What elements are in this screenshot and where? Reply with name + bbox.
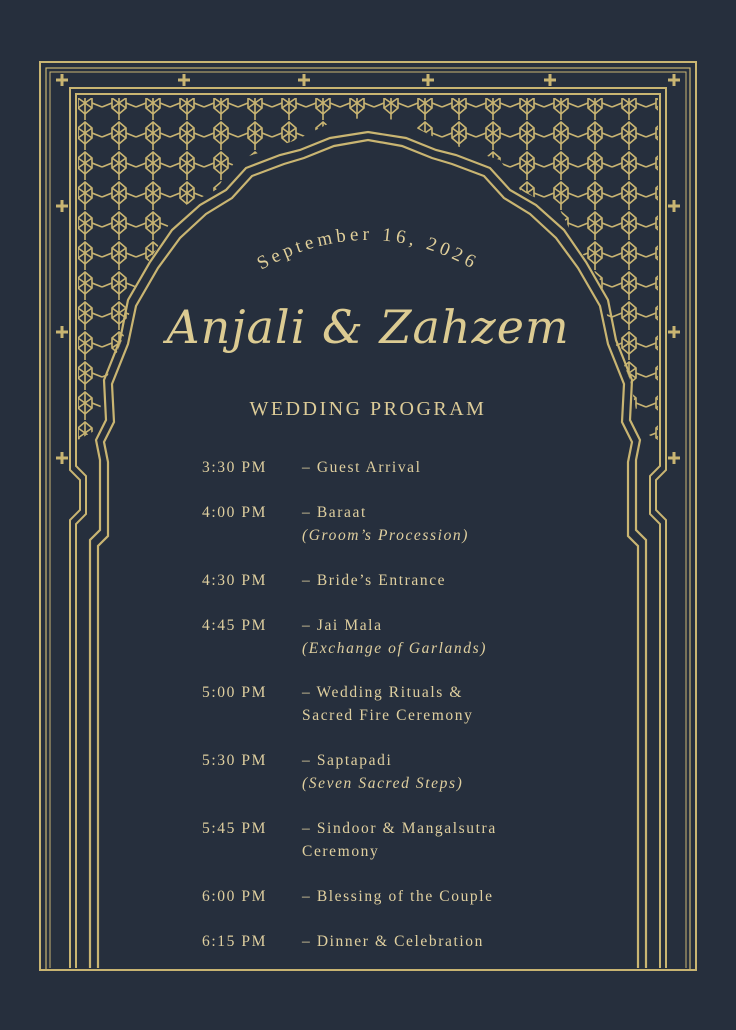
- schedule-entry: 4:45 PM – Jai Mala (Exchange of Garlands): [202, 617, 488, 657]
- schedule-entry: 5:30 PM – Saptapadi (Seven Sacred Steps): [202, 752, 464, 792]
- program-title: WEDDING PROGRAM: [249, 398, 487, 420]
- schedule-entry: 3:30 PM – Guest Arrival: [202, 459, 422, 476]
- schedule-entry: 5:45 PM – Sindoor & Mangalsutra Ceremony: [202, 820, 497, 860]
- lattice-pattern: [78, 98, 658, 448]
- schedule-entry: 4:00 PM – Baraat (Groom’s Procession): [202, 504, 470, 544]
- schedule-entry: 6:00 PM – Blessing of the Couple: [202, 888, 494, 905]
- schedule-entry: 6:15 PM – Dinner & Celebration: [202, 933, 484, 950]
- wedding-date: September 16, 2026: [253, 223, 483, 275]
- schedule-entry: 4:30 PM – Bride’s Entrance: [202, 572, 447, 589]
- schedule-entry: 5:00 PM – Wedding Rituals & Sacred Fire Ceremony: [202, 684, 474, 724]
- couple-names: Anjali & Zahzem: [166, 300, 570, 354]
